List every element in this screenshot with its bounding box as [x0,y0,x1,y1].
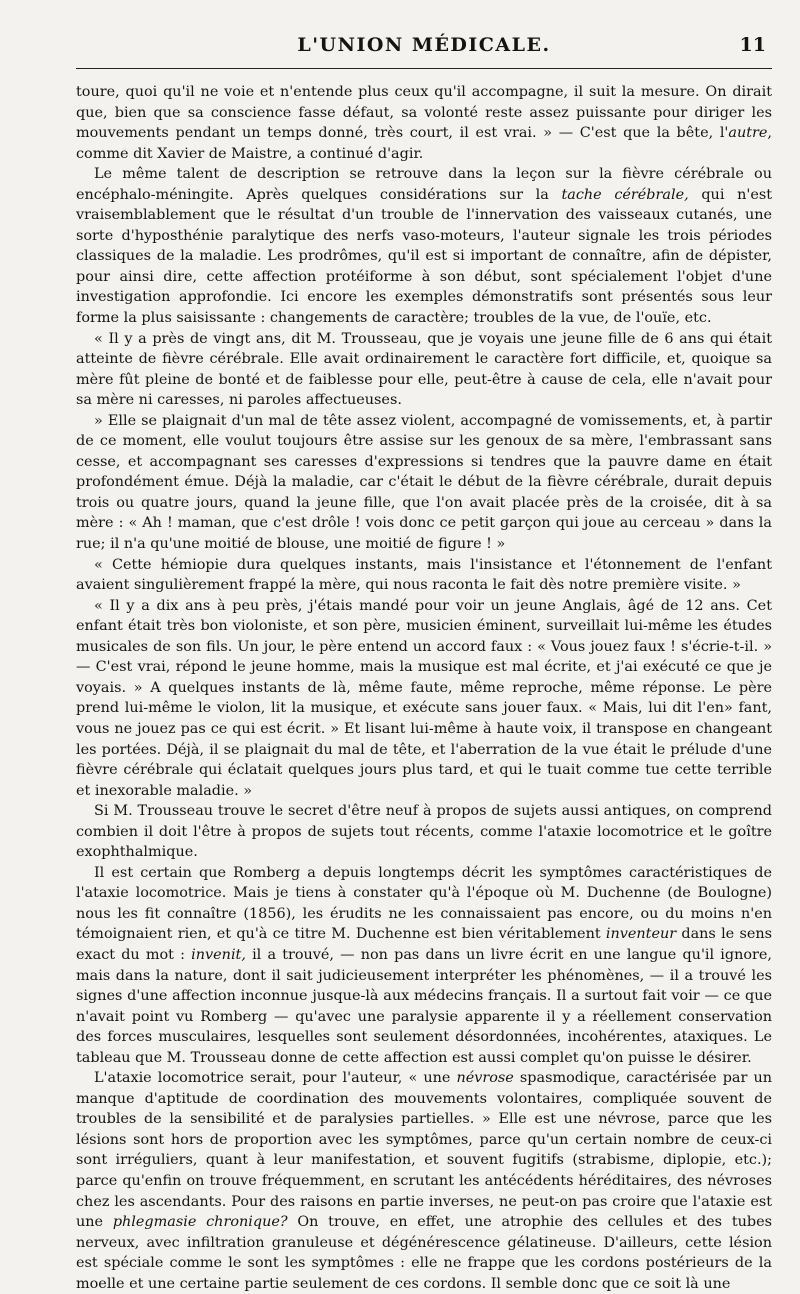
paragraph-p3 [76,329,772,411]
text-run: On trouve, en effet, une atrophie des cellules et des tubes nerveux, avec infiltration granuleuse et dégénérescence gélatineuse. D'ailleurs, cette lésion est spéciale comme le sont les symptômes : elle ne frappe que les cordons postérieurs de la moelle et une certaine partie seulement de ces cordons. Il semble donc que ce soit là une [76,1214,772,1292]
paragraph-p6 [76,596,772,801]
running-head [76,34,772,58]
body-text [76,82,772,1294]
journal-title: L'UNION MÉDICALE. [297,34,551,56]
text-run: Si M. Trousseau trouve le secret d'être neuf à propos de sujets aussi antiques, on comprend combien il doit l'être à propos de sujets tout récents, comme l'ataxie locomotrice et le goître exophthalmique. [76,803,772,861]
text-run: , comme dit Xavier de Maistre, a continué d'agir. [76,125,772,162]
page-number: 11 [739,34,766,56]
text-run: qui n'est vraisemblablement que le résultat d'un trouble de l'innervation des vaisseaux cutanés, une sorte d'hyposthénie paralytique des nerfs vaso-moteurs, l'auteur signale les trois périodes classiques de la maladie. Les prodrômes, qu'il est si important de connaître, afin de dépister, pour ainsi dire, cette affection protéiforme à son début, sont spécialement l'objet d'une investigation approfondie. Ici encore les exemples démonstratifs sont présentés sous leur forme la plus saisissante : changements de caractère; troubles de la vue, de l'ouïe, etc. [76,186,773,327]
text-run: « Il y a dix ans à peu près, j'étais mandé pour voir un jeune Anglais, âgé de 12 ans. Cet enfant était très bon violoniste, et son père, musicien éminent, surveillait lui-même les études musicales de son fils. Un jour, le père entend un accord faux : « Vous jouez faux ! s'écrie-t-il. » — C'est vrai, répond le jeune homme, mais la musique est mal écrite, et j'ai exécuté ce que je voyais. » A quelques instants de là, même faute, même reproche, même réponse. Le père prend lui-même le violon, lit la musique, et exécute sans jouer faux. « Mais, lui dit l'en» fant, vous ne jouez pas ce qui est écrit. » Et lisant lui-même à haute voix, il transpose en changeant les portées. Déjà, il se plaignait du mal de tête, et l'aberration de la vue était le prélude d'une fièvre cérébrale qui éclatait quelques jours plus tard, et qui le tuait comme tue cette terrible et inexorable maladie. » [76,597,772,799]
paragraph-p2 [76,164,772,328]
paragraph-p4 [76,411,772,555]
italic-text: tache cérébrale, [561,186,689,203]
header-rule [76,68,772,69]
text-run: « Il y a près de vingt ans, dit M. Trousseau, que je voyais une jeune fille de 6 ans qui était atteinte de fièvre cérébrale. Elle avait ordinairement le caractère fort difficile, et, quoique sa mère fût pleine de bonté et de faiblesse pour elle, peut-être à cause de cela, elle n'avait pour sa mère ni caresses, ni paroles affectueuses. [76,330,772,409]
italic-text: inventeur [605,926,677,943]
text-run: toure, quoi qu'il ne voie et n'entende plus ceux qu'il accompagne, il suit la mesure. On dirait que, bien que sa conscience fasse défaut, sa volonté reste assez puissante pour diriger les mouvements pendant un temps donné, très court, il est vrai. » — C'est que la bête, l' [76,84,772,142]
italic-text: invenit, [191,946,246,963]
text-run: il a trouvé, — non pas dans un livre écrit en une langue qu'il ignore, mais dans la nature, dont il sait judicieusement interpréter les phénomènes, — il a trouvé les signes d'une affection inconnue jusque-là aux médecins français. Il a surtout fait voir — ce que n'avait point vu Romberg — qu'avec une paralysie apparente il y a réellement conservation des forces musculaires, lesquelles sont seulement désordonnées, incohérentes, ataxiques. Le tableau que M. Trousseau donne de cette affection est aussi complet qu'on puisse le désirer. [76,946,772,1066]
text-run: « Cette hémiopie dura quelques instants, mais l'insistance et l'étonnement de l'enfant avaient singulièrement frappé la mère, qui nous raconta le fait dès notre première visite. » [76,556,772,594]
text-run: L'ataxie locomotrice serait, pour l'auteur, « une [94,1070,457,1087]
text-run: Il est certain que Romberg a depuis longtemps décrit les symptômes caractéristiques de l'ataxie locomotrice. Mais je tiens à constater qu'à l'époque où M. Duchenne (de Boulogne) nous les fit connaître (1856), les érudits ne les connaissaient pas encore, ou du moins n'en témoignaient rien, et qu'à ce titre M. Duchenne est bien véritablement [76,864,772,943]
paragraph-p1 [76,82,772,164]
text-run: » Elle se plaignait d'un mal de tête assez violent, accompagné de vomissements, et, à partir de ce moment, elle voulut toujours être assise sur les genoux de sa mère, l'embrassant sans cesse, et accompagnant ses caresses d'expressions si tendres que la pauvre dame en était profondément émue. Déjà la maladie, car c'était le début de la fièvre cérébrale, durait depuis trois ou quatre jours, quand la jeune fille, que l'on avait placée près de la croisée, dit à sa mère : « Ah ! maman, que c'est drôle ! vois donc ce petit garçon qui joue au cerceau » dans la rue; il n'a qu'une moitié de blouse, une moitié de figure ! » [76,412,772,553]
italic-text: autre [728,125,768,142]
paragraph-p8 [76,863,772,1068]
text-run: spasmodique, caractérisée par un manque d'aptitude de coordination des mouvements volontaires, compliquée souvent de troubles de la sensibilité et de paralysies partielles. » Elle est une névrose, parce que les lésions sont hors de proportion avec les symptômes, parce qu'un certain nombre de ceux-ci sont irréguliers, quant à leur manifestation, et souvent fugitifs (strabisme, diplopie, etc.); parce qu'enfin on trouve fréquemment, en scrutant les antécédents héréditaires, des névroses chez les ascendants. Pour des raisons en partie inverses, ne peut-on pas croire que l'ataxie est une [76,1070,772,1231]
text-run: Le même talent de description se retrouve dans la leçon sur la fièvre cérébrale ou encéphalo-méningite. Après quelques considérations sur la [76,166,772,203]
paragraph-p5 [76,555,772,596]
paragraph-p7 [76,801,772,863]
italic-text: névrose [456,1070,514,1087]
paragraph-p9 [76,1068,772,1294]
text-run: dans le sens exact du mot : [76,926,772,963]
italic-text: phlegmasie chronique? [112,1214,288,1231]
